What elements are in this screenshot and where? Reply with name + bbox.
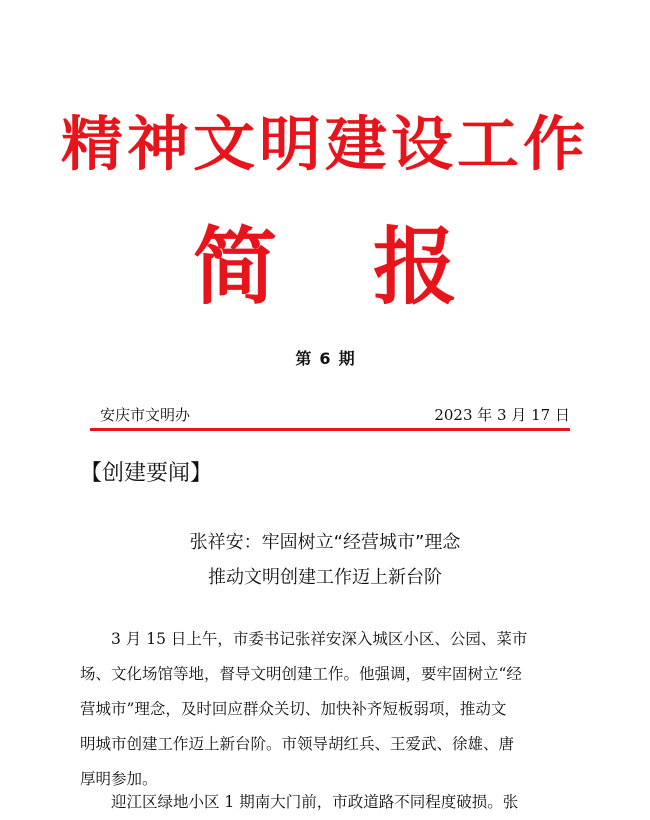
headline-line-2: 推动文明创建工作迈上新台阶	[208, 567, 442, 588]
issue-prefix: 第	[295, 349, 312, 368]
paragraph-line: 厚明参加。	[80, 770, 158, 788]
paragraph-line: 营城市”理念，及时回应群众关切、加快补齐短板弱项，推动文	[80, 700, 507, 718]
body-paragraph-1	[80, 622, 575, 797]
headline-line-1: 张祥安：牢固树立“经营城市”理念	[189, 532, 461, 553]
issue-suffix: 期	[338, 349, 355, 368]
brief-char-1: 简	[192, 218, 277, 316]
brief-title	[0, 200, 650, 321]
brief-char-2: 报	[373, 218, 458, 316]
paragraph-line: 明城市创建工作迈上新台阶。市领导胡红兵、王爱武、徐雄、唐	[80, 735, 515, 753]
paragraph-line: 迎江区绿地小区 1 期南大门前，市政道路不同程度破损。张	[111, 793, 519, 811]
paragraph-line: 场、文化场馆等地，督导文明创建工作。他强调，要牢固树立“经	[80, 665, 522, 683]
paragraph-line: 3 月 15 日上午，市委书记张祥安深入城区小区、公园、菜市	[111, 630, 528, 648]
body-paragraph-2	[80, 785, 575, 820]
issue-date: 2023 年 3 月 17 日	[434, 406, 570, 424]
red-divider	[90, 428, 570, 431]
issuer: 安庆市文明办	[100, 406, 191, 424]
issue-number	[0, 346, 650, 369]
section-title: 【创建要闻】	[80, 461, 213, 486]
masthead-title: 精神文明建设工作	[60, 109, 589, 179]
issue-num: 6	[319, 349, 331, 368]
